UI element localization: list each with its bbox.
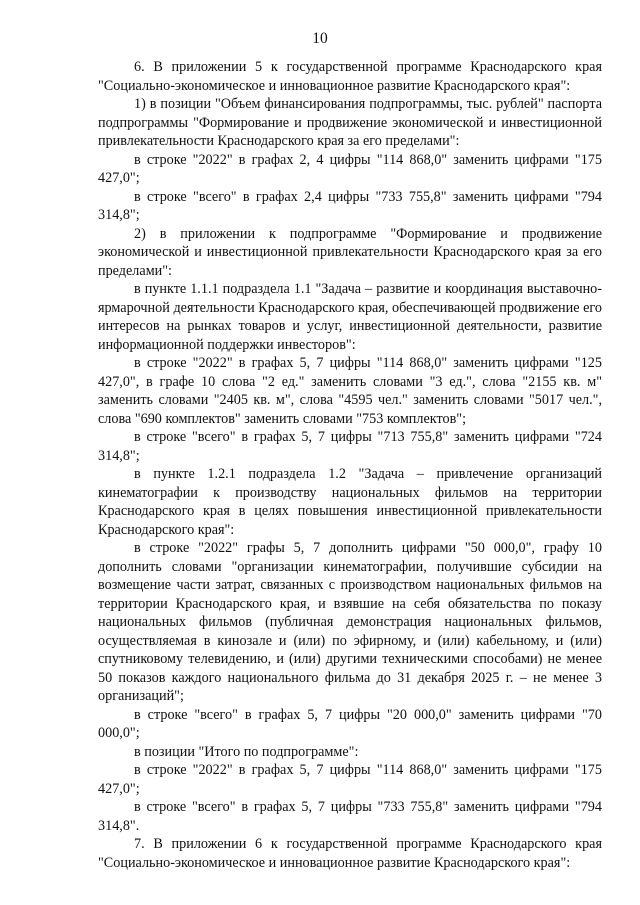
paragraph: в строке "всего" в графах 5, 7 цифры "733 755,8" заменить цифрами "794 314,8".: [98, 799, 602, 834]
paragraph: в строке "всего" в графах 2,4 цифры "733 755,8" заменить цифрами "794 314,8";: [98, 188, 602, 223]
paragraph: 2) в приложении к подпрограмме "Формирование и продвижение экономической и инвестиционной привлекательности Краснодарского края за его пределами":: [98, 225, 602, 279]
paragraph: в строке "всего" в графах 5, 7 цифры "713 755,8" заменить цифрами "724 314,8";: [98, 429, 602, 464]
paragraph: в пункте 1.2.1 подраздела 1.2 "Задача – привлечение организаций кинематографии к производству национальных фильмов на территории Краснодарского края в целях повышения инвестиционной привлекательности Краснодарского края":: [98, 466, 602, 538]
paragraph: в строке "2022" графы 5, 7 дополнить цифрами "50 000,0", графу 10 дополнить словами "организации кинематографии, получившие субсидии на возмещение части затрат, связанных с производством национальных фильмов на территории Краснодарского края, и взявшие на себя обязательства по показу национальных фильмов (публичная демонстрация национальных фильмов, осуществляемая в кинозале и (или) по эфирному, и (или) кабельному, и (или) спутниковому телевидению, и (или) другими техническими способами) не менее 50 показов каждого национального фильма до 31 декабря 2025 г. – не менее 3 организаций";: [98, 540, 602, 704]
paragraph: 6. В приложении 5 к государственной программе Краснодарского края "Социально-экономическое и инновационное развитие Краснодарского края":: [98, 59, 602, 94]
paragraph: в позиции "Итого по подпрограмме":: [134, 743, 359, 760]
paragraph: в строке "2022" в графах 5, 7 цифры "114 868,0" заменить цифрами "175 427,0";: [98, 762, 602, 797]
paragraph: в строке "всего" в графах 5, 7 цифры "20 000,0" заменить цифрами "70 000,0";: [98, 706, 602, 741]
paragraph: 7. В приложении 6 к государственной программе Краснодарского края "Социально-экономическое и инновационное развитие Краснодарского края":: [98, 836, 602, 871]
paragraph: в пункте 1.1.1 подраздела 1.1 "Задача – развитие и координация выставочно-ярмарочной деятельности Краснодарского края, обеспечивающей продвижение его интересов на рынках товаров и услуг, инвестиционной деятельности, развитие информационной поддержки инвесторов":: [98, 281, 602, 353]
page-number: 10: [312, 30, 328, 47]
paragraph: в строке "2022" в графах 2, 4 цифры "114 868,0" заменить цифрами "175 427,0";: [98, 151, 602, 186]
paragraph: в строке "2022" в графах 5, 7 цифры "114 868,0" заменить цифрами "125 427,0", в графе 10 слова "2 ед." заменить словами "3 ед.", слова "2155 кв. м" заменить словами "2405 кв. м", слова "4595 чел." заменить словами "5017 чел.", слова "690 комплектов" заменить словами "753 комплектов";: [98, 355, 602, 427]
document-body: [98, 58, 602, 872]
paragraph: 1) в позиции "Объем финансирования подпрограммы, тыс. рублей" паспорта подпрограммы "Формирование и продвижение экономической и инвестиционной привлекательности Краснодарского края за его пределами":: [98, 96, 602, 149]
